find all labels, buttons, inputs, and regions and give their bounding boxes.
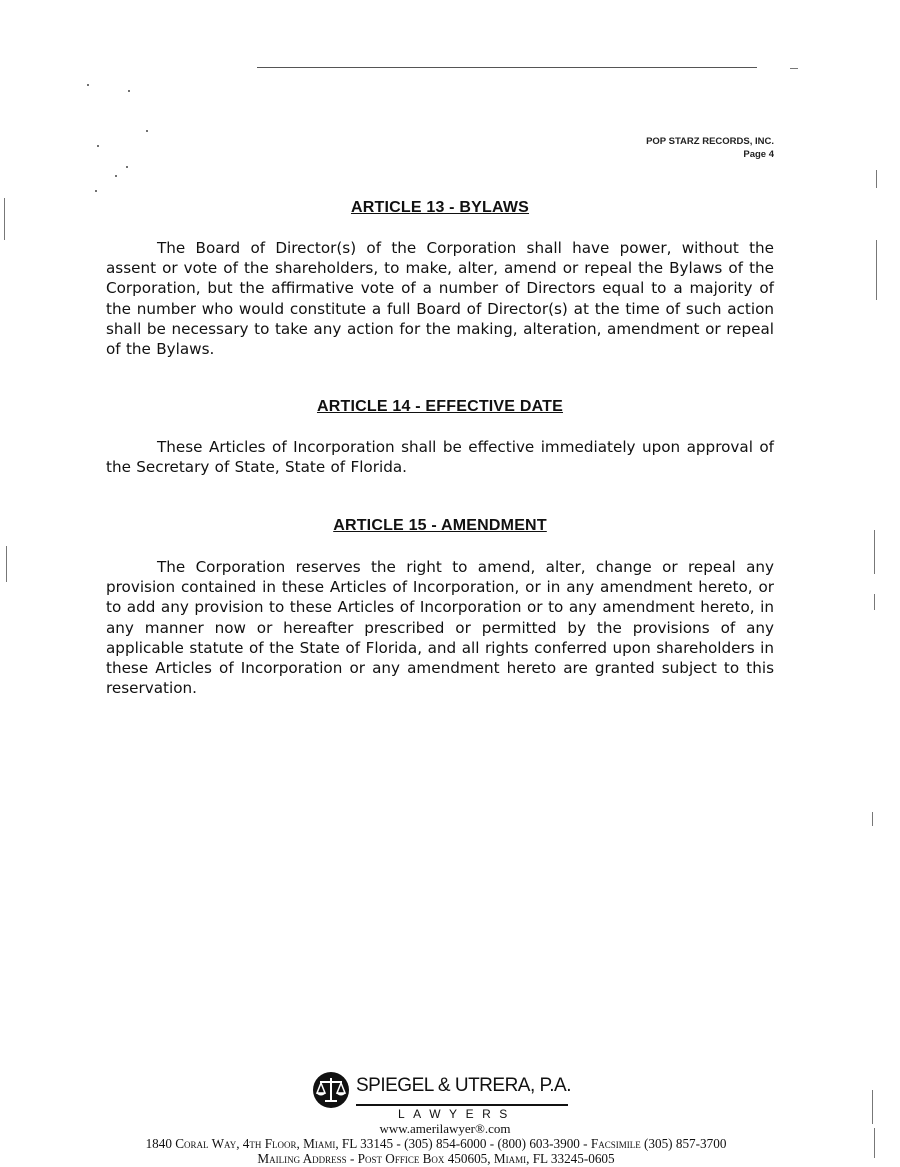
- firm-mailing-address: Mailing Address - Post Office Box 450605, Miami, FL 33245-0605: [257, 1151, 615, 1166]
- firm-underline: [356, 1104, 568, 1106]
- scan-edge-mark: [876, 240, 877, 300]
- firm-address: 1840 Coral Way, 4th Floor, Miami, FL 33145 - (305) 854-6000 - (800) 603-3900 - Facsimile (305) 857-3700: [145, 1136, 727, 1151]
- scan-speck: [128, 90, 130, 92]
- article-14-body: These Articles of Incorporation shall be effective immediately upon approval of the Secretary of State, State of Florida.: [106, 438, 774, 477]
- lawyers-label: LAWYERS: [398, 1107, 516, 1121]
- scan-speck: [146, 130, 148, 132]
- page-number: Page 4: [743, 149, 774, 160]
- article-13-heading: ARTICLE 13 - BYLAWS: [350, 199, 530, 216]
- article-15-body: The Corporation reserves the right to amend, alter, change or repeal any provision contained in these Articles of Incorporation, or in any amendment hereto, or to add any provision to these Articles of Incorporation or to any amendment hereto, in any manner now or hereafter prescribed or permitted by the provisions of any applicable statute of the State of Florida, and all rights conferred upon shareholders in these Articles of Incorporation or any amendment hereto are granted subject to this reservation.: [106, 558, 774, 698]
- scan-edge-mark: [874, 594, 875, 610]
- scan-top-rule: [257, 67, 757, 68]
- scan-speck: [87, 84, 89, 86]
- company-name: POP STARZ RECORDS, INC.: [646, 136, 774, 147]
- scan-edge-mark: [876, 170, 877, 188]
- scan-edge-mark: [874, 530, 875, 574]
- article-14-heading: ARTICLE 14 - EFFECTIVE DATE: [316, 398, 563, 415]
- article-13-body: The Board of Director(s) of the Corporation shall have power, without the assent or vote of the shareholders, to make, alter, amend or repeal the Bylaws of the Corporation, but the affirmative vote of a number of Directors equal to a majority of the number who would constitute a full Board of Director(s) at the time of such action shall be necessary to take any action for the making, alteration, amendment or repeal of the Bylaws.: [106, 239, 774, 359]
- firm-website: www.amerilawyer®.com: [379, 1121, 511, 1136]
- scan-dash: [790, 68, 798, 69]
- article-15-heading: ARTICLE 15 - AMENDMENT: [333, 517, 547, 534]
- scan-speck: [97, 145, 99, 147]
- scales-of-justice-icon: [312, 1071, 350, 1109]
- document-header: [646, 135, 774, 161]
- scan-edge-mark: [6, 546, 7, 582]
- scan-speck: [95, 190, 97, 192]
- scan-edge-mark: [872, 812, 873, 826]
- scan-speck: [126, 166, 128, 168]
- firm-logo: [312, 1068, 572, 1112]
- scan-speck: [115, 175, 117, 177]
- firm-name: SPIEGEL & UTRERA, P.A.: [356, 1075, 571, 1096]
- scan-edge-mark: [872, 1090, 873, 1124]
